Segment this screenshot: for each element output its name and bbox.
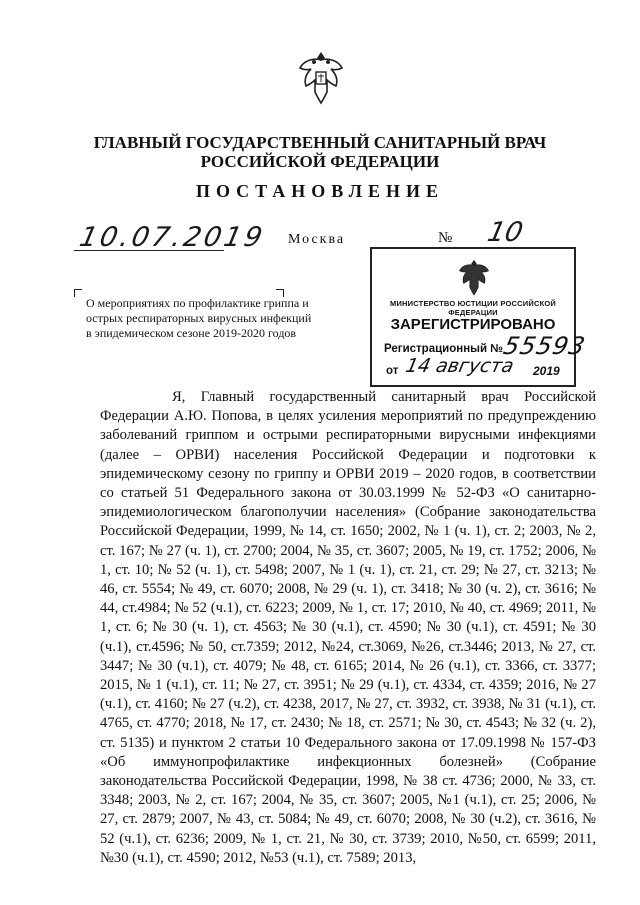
subject-heading: О мероприятиях по профилактике гриппа и острых респираторных вирусных инфекций в эпидемическом сезоне 2019-2020 годов [86, 296, 312, 340]
stamp-ministry: МИНИСТЕРСТВО ЮСТИЦИИ РОССИЙСКОЙ ФЕДЕРАЦИИ [390, 299, 556, 317]
city-label: Москва [288, 232, 346, 247]
handwritten-date: 10.07.2019 [76, 222, 268, 253]
registration-stamp [370, 247, 589, 387]
document-body [100, 388, 596, 868]
stamp-year: 2019 [533, 364, 560, 378]
stamp-date-value: 14 августа [403, 355, 516, 377]
stamp-regnum-value: 55593 [501, 332, 589, 360]
document-type-title: ПОСТАНОВЛЕНИЕ [195, 181, 445, 201]
issuing-authority [60, 133, 580, 171]
date-underline [74, 250, 224, 251]
russian-coat-of-arms-icon [296, 48, 346, 106]
stamp-date-prefix: от [386, 365, 399, 377]
stamp-registered: ЗАРЕГИСТРИРОВАНО [390, 316, 556, 333]
org-line-2: РОССИЙСКОЙ ФЕДЕРАЦИИ [200, 152, 440, 171]
russian-coat-of-arms-icon [456, 257, 492, 297]
stamp-regnum-label: Регистрационный № [384, 343, 504, 355]
handwritten-number: 10 [484, 217, 526, 248]
subject-corner-mark-left [74, 289, 82, 297]
body-paragraph: Я, Главный государственный санитарный врач Российской Федерации А.Ю. Попова, в целях усиления мероприятий по предупреждению заболеваний гриппом и острыми респираторными вирусными инфекциями (далее – ОРВИ) населения Российской Федерации и подготовки к эпидемическому сезону по гриппу и ОРВИ 2019 – 2020 годов, в соответствии со статьей 51 Федерального закона от 30.03.1999 № 52-ФЗ «О санитарно-эпидемиологическом благополучии населения» (Собрание законодательства Российской Федерации, 1999, № 14, ст. 1650; 2002, № 1 (ч. 1), ст. 2; 2003, № 2, ст. 167; № 27 (ч. 1), ст. 2700; 2004, № 35, ст. 3607; 2005, № 19, ст. 1752; 2006, № 1, ст. 10; № 52 (ч. 1), ст. 5498; 2007, № 1 (ч. 1), ст. 21, ст. 29; № 27, ст. 3213; № 46, ст. 5554; № 49, ст. 6070; 2008, № 29 (ч. 1), ст. 3418; № 30 (ч. 2), ст. 3616; № 44, ст.4984; № 52 (ч.1), ст. 6223; 2009, № 1, ст. 17; 2010, № 40, ст. 4969; 2011, № 1, ст. 6; № 30 (ч. 1), ст. 4563; № 30 (ч.1), ст. 4590; № 30 (ч.1), ст. 4591; № 30 (ч.1), ст.4596; № 50, ст.7359; 2012, №24, ст.3069, №26, ст.3446; 2013, № 27, ст. 3447; № 30 (ч.1), ст. 4079; № 48, ст. 6165; 2014, № 26 (ч.1), ст. 3366, ст. 3377; 2015, № 1 (ч.1), ст. 11; № 27, ст. 3951; № 29 (ч.1), ст. 4334, ст. 4359; 2016, № 27 (ч.1), ст. 4160; № 27 (ч.2), ст. 4238, 2017, № 27, ст. 3932, ст. 3938, № 31 (ч.1), ст. 4765, ст. 4770; 2018, № 17, ст. 2430; № 18, ст. 2571; № 30, ст. 4543; № 32 (ч. 2), ст. 5135) и пунктом 2 статьи 10 Федерального закона от 17.09.1998 № 157-ФЗ «Об иммунопрофилактике инфекционных болезней» (Собрание законодательства Российской Федерации, 1998, № 38 ст. 4736; 2000, № 33, ст. 3348; 2003, № 2, ст. 167; 2004, № 35, ст. 3607; 2005, №1 (ч.1), ст. 25; 2006, № 27, ст. 2879; 2007, № 43, ст. 5084; № 49, ст. 6070; 2008, № 30 (ч.2), ст. 3616, № 52 (ч.1), ст. 6236; 2009, № 1, ст. 21, № 30, ст. 3739; 2010, №50, ст. 6599; 2011, №30 (ч.1), ст. 4590; 2012, №53 (ч.1), ст. 7589; 2013, [100, 389, 596, 866]
number-label: № [438, 230, 453, 246]
org-line-1: ГЛАВНЫЙ ГОСУДАРСТВЕННЫЙ САНИТАРНЫЙ ВРАЧ [93, 133, 547, 152]
